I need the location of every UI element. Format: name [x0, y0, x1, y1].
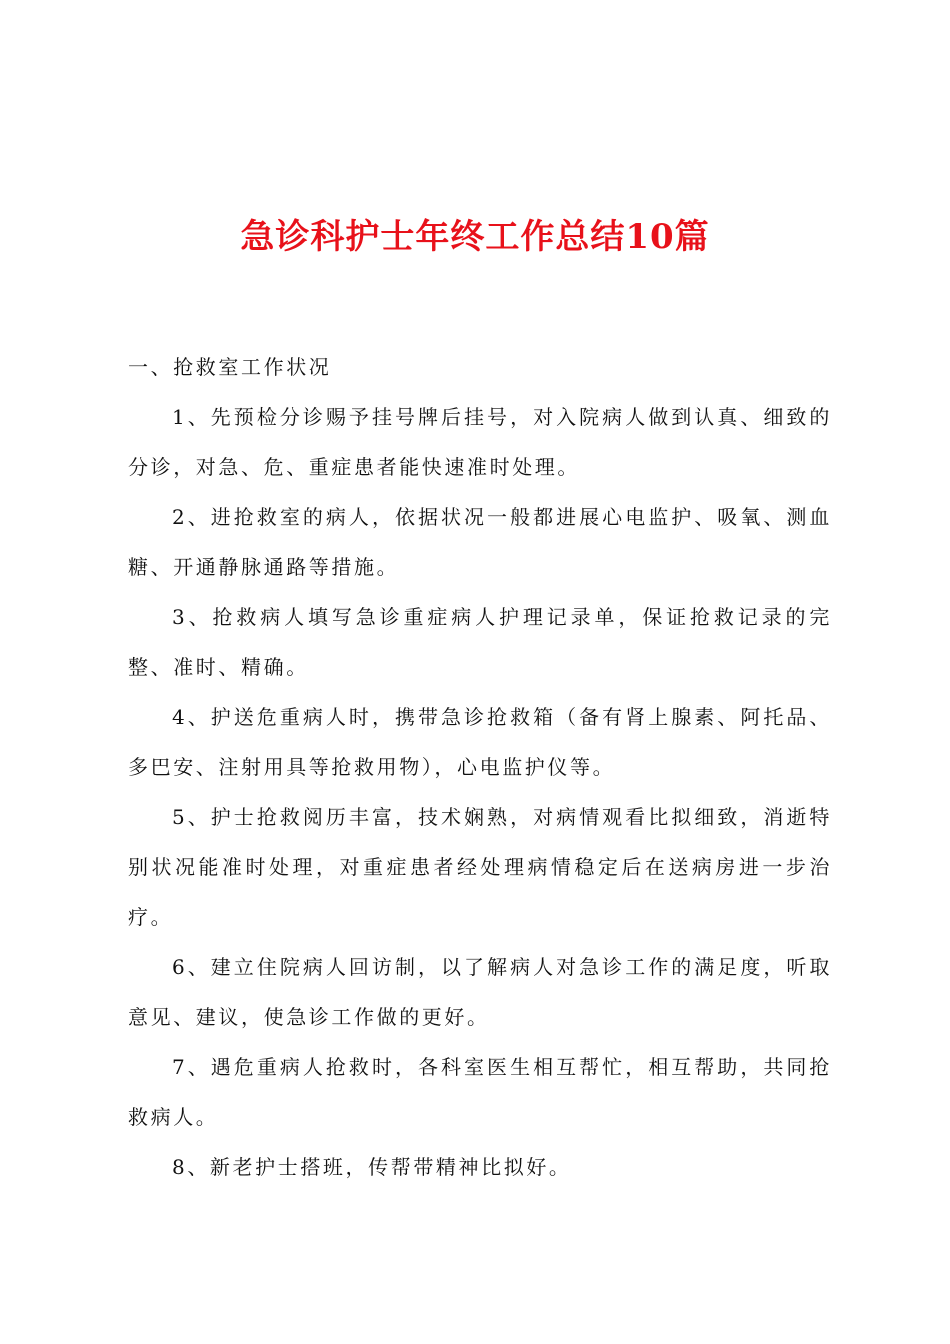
- paragraph-2: 2、进抢救室的病人，依据状况一般都进展心电监护、吸氧、测血糖、开通静脉通路等措施。: [128, 505, 832, 579]
- paragraph-5: 5、护士抢救阅历丰富，技术娴熟，对病情观看比拟细致，消逝特别状况能准时处理，对重症患者经处理病情稳定后在送病房进一步治疗。: [128, 805, 832, 929]
- document-title: 急诊科护士年终工作总结10篇: [240, 217, 710, 257]
- paragraph-7: 7、遇危重病人抢救时，各科室医生相互帮忙，相互帮助，共同抢救病人。: [128, 1055, 832, 1129]
- paragraph-1: 1、先预检分诊赐予挂号牌后挂号，对入院病人做到认真、细致的分诊，对急、危、重症患者能快速准时处理。: [128, 405, 832, 479]
- paragraph-3: 3、抢救病人填写急诊重症病人护理记录单，保证抢救记录的完整、准时、精确。: [128, 605, 832, 679]
- section-heading: 一、抢救室工作状况: [128, 355, 332, 379]
- paragraph-8: 8、新老护士搭班，传帮带精神比拟好。: [172, 1155, 572, 1179]
- paragraph-4: 4、护送危重病人时，携带急诊抢救箱（备有肾上腺素、阿托品、多巴安、注射用具等抢救用物），心电监护仪等。: [128, 705, 832, 779]
- paragraph-6: 6、建立住院病人回访制，以了解病人对急诊工作的满足度，听取意见、建议，使急诊工作做的更好。: [128, 955, 832, 1029]
- document-body: [128, 342, 832, 1192]
